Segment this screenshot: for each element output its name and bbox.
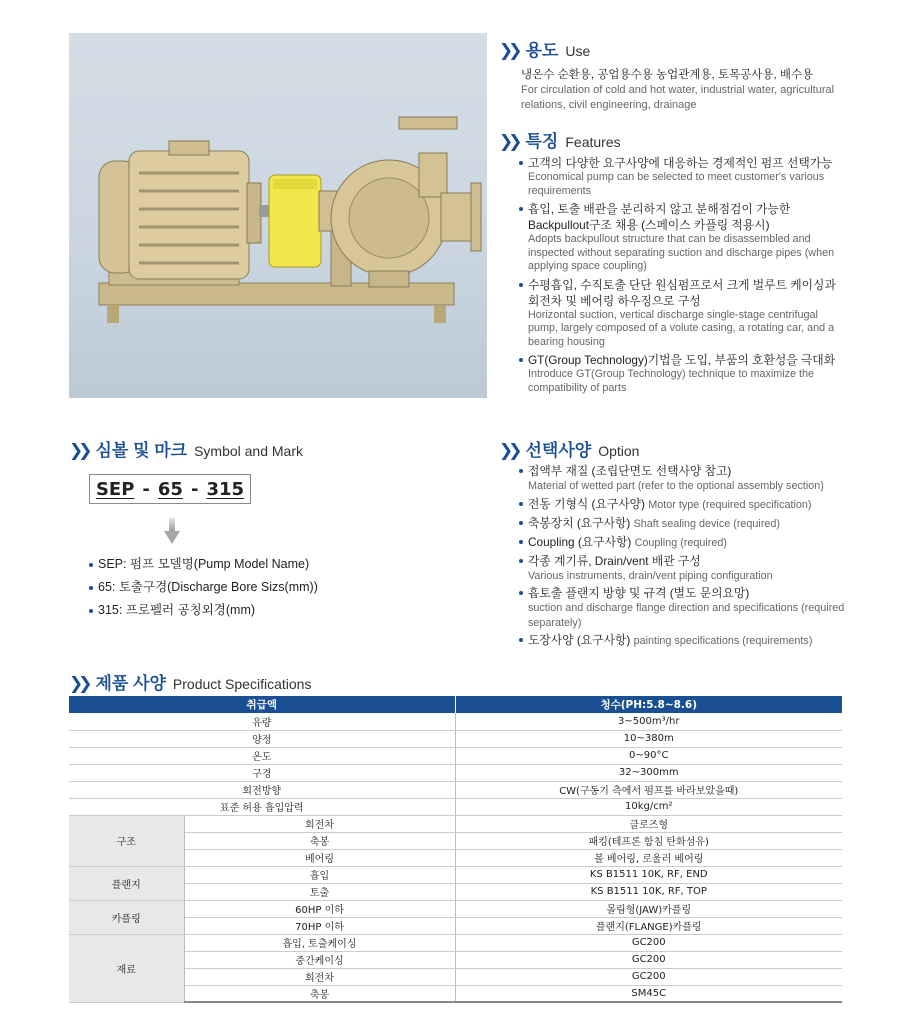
spec-value: GC200 [455, 968, 842, 985]
spec-heading [69, 669, 311, 694]
option-title-ko: 선택사양 [525, 441, 592, 460]
table-row [69, 832, 842, 849]
chevron-right-icon: ❯❯ [69, 674, 88, 693]
spec-label: 양정 [69, 730, 455, 747]
feature-en: Adopts backpullout structure that can be disassembled and inspected without separating suction and discharge pipes (when applying space coupling) [528, 233, 835, 272]
spec-label: 유량 [69, 713, 455, 730]
spec-value: KS B1511 10K, RF, END [455, 866, 842, 883]
spec-value: 32~300mm [455, 764, 842, 781]
option-en: painting specifications (requirements) [633, 635, 813, 647]
chevron-right-icon: ❯❯ [499, 441, 518, 460]
option-en: Coupling (required) [634, 536, 728, 549]
table-header-row [69, 696, 842, 713]
use-heading [499, 36, 590, 61]
spec-label: 구경 [69, 764, 455, 781]
spec-value: 10~380m [455, 730, 842, 747]
table-row [69, 968, 842, 985]
table-row [69, 917, 842, 934]
spec-label: 회전차 [184, 968, 455, 985]
list-item [519, 155, 849, 198]
spec-label: 흡입 [184, 866, 455, 883]
features-title-ko: 특징 [525, 132, 559, 151]
spec-label: 회전차 [184, 815, 455, 832]
option-ko: Coupling (요구사항) [528, 534, 632, 549]
spec-label: 흡입, 토출케이싱 [184, 934, 455, 951]
spec-label: 축봉 [184, 985, 455, 1002]
feature-en: Economical pump can be selected to meet customer's various requirements [528, 171, 825, 197]
table-row [69, 849, 842, 866]
list-item [519, 277, 849, 350]
use-text-ko: 냉온수 순환용, 공업용수용 농업관계용, 토목공사용, 배수용 [521, 69, 814, 81]
use-title-ko: 용도 [525, 41, 559, 60]
list-item [519, 496, 849, 513]
option-ko: 흡토출 플랜지 방향 및 규격 (별도 문의요망) [528, 586, 750, 600]
options-list [519, 463, 849, 651]
code-part-bore: 65 [157, 478, 183, 500]
spec-value: GC200 [455, 951, 842, 968]
pump-photo [69, 33, 487, 398]
feature-ko: GT(Group Technology)기법을 도입, 부품의 호환성을 극대화 [528, 353, 836, 367]
code-separator: - [190, 478, 199, 500]
list-item [519, 632, 849, 649]
header-fluid: 취급액 [69, 696, 455, 713]
spec-value: 패킹(테프론 함침 탄화섬유) [455, 832, 842, 849]
spec-title-en: Product Specifications [172, 676, 312, 692]
option-ko: 축봉장치 (요구사항) [528, 515, 631, 530]
spec-label: 온도 [69, 747, 455, 764]
feature-ko: 수평흡입, 수직토출 단단 원심펌프로서 크게 벌루트 케이싱과 회전차 및 베어링 하우징으로 구성 [528, 277, 836, 308]
spec-label: 표준 허용 흡입압력 [69, 798, 455, 815]
option-ko: 각종 계기류, Drain/vent 배관 구성 [528, 553, 701, 568]
table-row [69, 713, 842, 730]
spec-value: GC200 [455, 934, 842, 951]
code-part-model: SEP [95, 478, 135, 500]
arrow-down-icon [164, 518, 180, 544]
table-row [69, 934, 842, 951]
spec-group-label: 재료 [69, 934, 184, 1002]
table-row [69, 747, 842, 764]
feature-ko: 흡입, 토출 배관을 분리하지 않고 분해점검이 가능한 Backpullout구조 채용 (스페이스 카플링 적용시) [528, 202, 791, 232]
list-item [519, 463, 849, 494]
list-item [519, 515, 849, 532]
option-ko: 전동 기형식 (요구사양) [528, 496, 645, 511]
use-title-en: Use [565, 43, 591, 59]
spec-title-ko: 제품 사양 [95, 674, 166, 693]
table-row [69, 781, 842, 798]
option-en: Various instruments, drain/vent piping configuration [528, 569, 773, 582]
spec-label: 토출 [184, 883, 455, 900]
list-item [519, 534, 849, 551]
table-row [69, 883, 842, 900]
table-row [69, 798, 842, 815]
use-description [521, 67, 851, 113]
code-separator: - [142, 478, 150, 500]
features-heading [499, 127, 621, 152]
pump-illustration [69, 33, 487, 398]
spec-value: SM45C [455, 985, 842, 1002]
feature-ko: 고객의 다양한 요구사양에 대응하는 경제적인 펌프 선택가능 [528, 156, 833, 170]
code-part-diameter: 315 [206, 478, 245, 500]
list-item [519, 553, 849, 584]
list-item: 65: 토출구경(Discharge Bore Sizs(mm)) [89, 576, 318, 599]
use-text-en: For circulation of cold and hot water, industrial water, agricultural relations, civil engineering, drainage [521, 84, 835, 111]
spec-value: 플랜지(FLANGE)카플링 [455, 917, 842, 934]
spec-group-label: 카플링 [69, 900, 184, 934]
spec-value: CW(구동기 측에서 펌프를 바라보았을때) [455, 781, 842, 798]
option-en: Shaft sealing device (required) [633, 517, 781, 530]
option-ko: 접액부 재질 (조립단면도 선택사양 참고) [528, 464, 732, 478]
symbol-legend-list [89, 553, 318, 622]
option-heading [499, 436, 639, 461]
spec-label: 베어링 [184, 849, 455, 866]
chevron-right-icon: ❯❯ [499, 41, 518, 60]
option-ko: 도장사양 (요구사항) [528, 633, 631, 647]
list-item [519, 352, 849, 395]
header-fluid-value: 청수(PH:5.8~8.6) [455, 696, 842, 713]
symbol-heading [69, 436, 303, 461]
spec-value: 0~90°C [455, 747, 842, 764]
option-en: Motor type (required specification) [648, 498, 812, 511]
option-en: Material of wetted part (refer to the optional assembly section) [528, 480, 824, 492]
spec-value: 볼 베어링, 로울러 베어링 [455, 849, 842, 866]
features-title-en: Features [565, 134, 621, 150]
spec-label: 70HP 이하 [184, 917, 455, 934]
list-item [519, 585, 849, 630]
table-row [69, 764, 842, 781]
spec-label: 60HP 이하 [184, 900, 455, 917]
chevron-right-icon: ❯❯ [499, 132, 518, 151]
feature-en: Horizontal suction, vertical discharge single-stage centrifugal pump, largely composed of a volute casing, a rotating car, and a bearing housing [528, 308, 835, 348]
symbol-title-ko: 심볼 및 마크 [95, 441, 188, 460]
spec-label: 축봉 [184, 832, 455, 849]
spec-value: KS B1511 10K, RF, TOP [455, 883, 842, 900]
feature-en: Introduce GT(Group Technology) technique to maximize the compatibility of parts [528, 368, 815, 394]
spec-value: 클로즈형 [455, 815, 842, 832]
table-row [69, 730, 842, 747]
option-title-en: Option [598, 443, 640, 459]
features-list [519, 155, 849, 398]
table-row [69, 815, 842, 832]
table-row [69, 900, 842, 917]
table-row [69, 866, 842, 883]
spec-label: 중간케이싱 [184, 951, 455, 968]
option-en: suction and discharge flange direction and specifications (required separately) [528, 602, 845, 629]
table-row [69, 985, 842, 1002]
symbol-title-en: Symbol and Mark [194, 443, 303, 459]
spec-label: 회전방향 [69, 781, 455, 798]
spec-group-label: 플랜지 [69, 866, 184, 900]
spec-table [69, 696, 842, 1003]
spec-value: 10kg/cm² [455, 798, 842, 815]
table-row [69, 951, 842, 968]
list-item: 315: 프로펠러 공칭외경(mm) [89, 599, 318, 622]
chevron-right-icon: ❯❯ [69, 441, 88, 460]
list-item: SEP: 펌프 모델명(Pump Model Name) [89, 553, 318, 576]
list-item [519, 201, 849, 274]
model-code-box [89, 474, 251, 504]
spec-value: 몰림형(JAW)카플링 [455, 900, 842, 917]
spec-group-label: 구조 [69, 815, 184, 866]
spec-value: 3~500m³/hr [455, 713, 842, 730]
